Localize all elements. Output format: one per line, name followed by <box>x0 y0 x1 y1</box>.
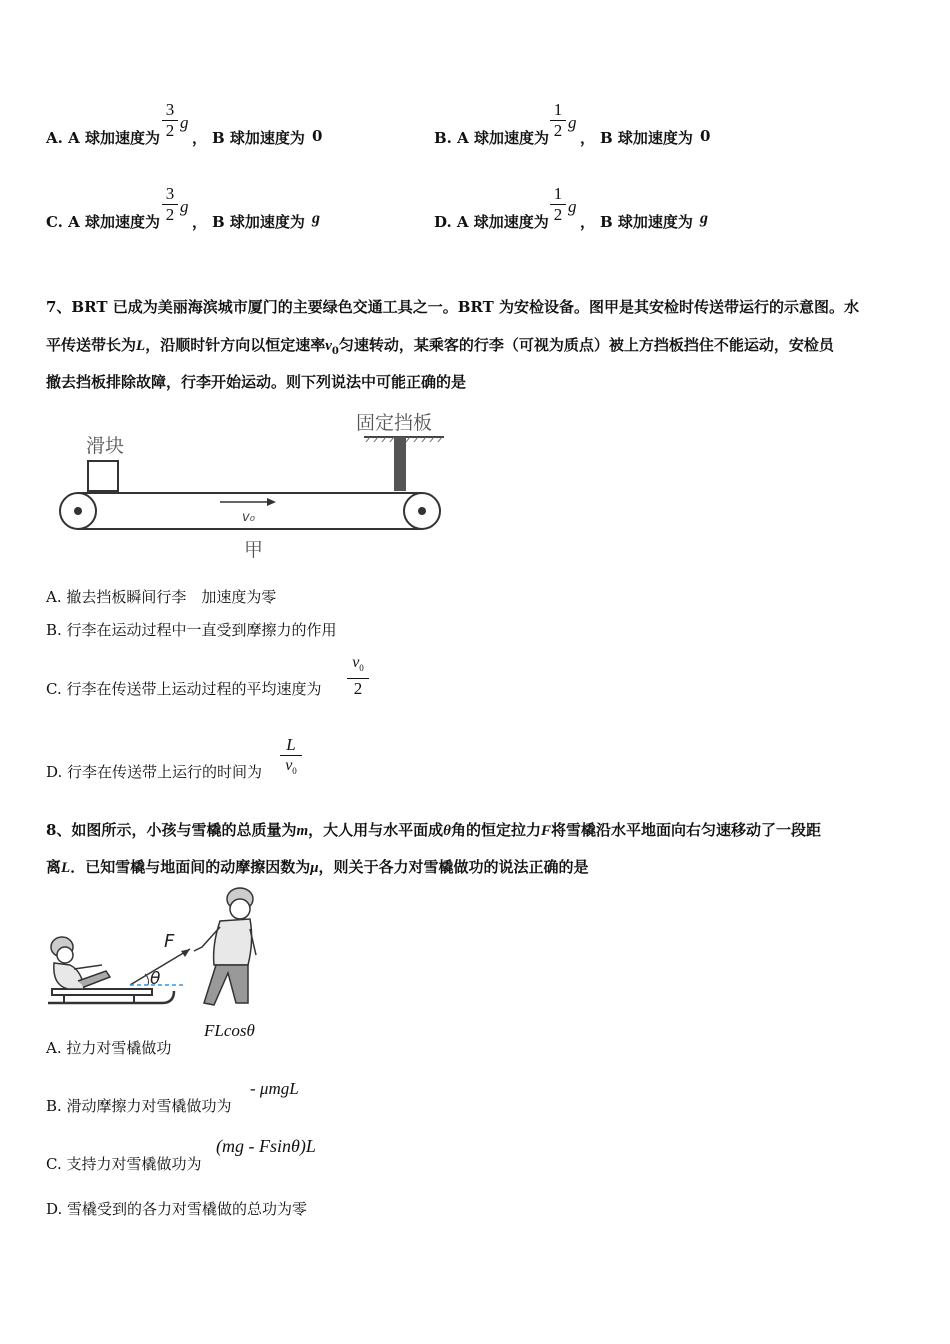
slider-label: 滑块 <box>86 435 125 457</box>
q7-option-d-text: D. 行李在传送带上运行的时间为 <box>46 763 263 781</box>
q6-option-b-sep: ， <box>580 129 596 147</box>
q6-option-c-fraction <box>162 185 178 224</box>
q7-line2-sub: 0 <box>331 346 339 357</box>
q7-option-d-fraction <box>280 736 302 780</box>
q6-option-b-value: 0 <box>700 127 711 145</box>
q7-option-d-den: $v_0$ <box>285 757 297 777</box>
q6-option-a-fraction <box>162 101 178 140</box>
q7-option-c-text: C. 行李在传送带上运动过程的平均速度为 <box>46 680 322 698</box>
q6-option-a-value: 0 <box>312 127 323 145</box>
velocity-arrow-head <box>267 498 276 506</box>
q6-option-b-num: 1 <box>553 100 563 119</box>
q6-option-a-rest: B 球加速度为 <box>212 129 305 147</box>
q6-option-c-g: g <box>180 197 189 216</box>
q6-option-a-g: g <box>180 113 189 132</box>
q7-line2-v: v <box>325 338 332 354</box>
q8-line2-text-c: ，则关于各力对雪橇做功的说法正确的是 <box>318 858 589 876</box>
q8-line2-text-b: ．已知雪橇与地面间的动摩擦因数为 <box>70 858 311 876</box>
q6-option-d-fraction <box>550 185 566 224</box>
angle-label: θ <box>150 969 161 989</box>
q6-option-b-rest: B 球加速度为 <box>600 129 693 147</box>
q7-line-1: 7、BRT 已成为美丽海滨城市厦门的主要绿色交通工具之一。BRT 为安检设备。图甲是其安检时传送带运行的示意图。水 <box>46 298 859 316</box>
q8-line1-theta: θ <box>443 823 451 839</box>
q8-line1-text-b: ，大人用与水平面成 <box>308 821 444 839</box>
q6-option-a-sep: ， <box>192 129 208 147</box>
q7-line2-text-a: 平传送带长为 <box>46 336 137 354</box>
force-arrow-head <box>181 949 190 957</box>
q6-option-d-num: 1 <box>553 184 563 203</box>
q8-line1-F: F <box>540 823 551 839</box>
q6-option-a-den: 2 <box>165 121 175 140</box>
q7-option-c-den: 2 <box>353 679 363 699</box>
q8-line-2 <box>46 856 589 877</box>
q6-option-b-prefix: B. A 球加速度为 <box>434 129 549 147</box>
q6-option-b-g: g <box>568 113 577 132</box>
q6-option-a-prefix: A. A 球加速度为 <box>46 129 160 147</box>
q6-option-c-den: 2 <box>165 205 175 224</box>
q6-option-a-num: 3 <box>165 100 175 119</box>
q6-option-c-rest: B 球加速度为 <box>212 213 305 231</box>
q8-option-c-expr: (mg - Fsinθ)L <box>216 1136 316 1156</box>
q6-option-d-rest: B 球加速度为 <box>600 213 693 231</box>
q8-line1-m: m <box>296 823 309 839</box>
velocity-label: v₀ <box>242 510 255 525</box>
sled-figure <box>44 885 266 1013</box>
left-pulley-axle <box>74 507 82 515</box>
q8-option-b-text: B. 滑动摩擦力对雪橇做功为 <box>46 1097 232 1115</box>
adult-figure <box>194 888 256 1005</box>
slider-block <box>88 461 118 491</box>
q6-option-d-prefix: D. A 球加速度为 <box>434 213 549 231</box>
q8-option-d: D. 雪橇受到的各力对雪橇做的总功为零 <box>46 1200 308 1218</box>
sled-seat <box>52 989 152 995</box>
q6-option-c-sep: ， <box>192 213 208 231</box>
q6-option-d-sep: ， <box>580 213 596 231</box>
q8-line2-mu: μ <box>310 860 319 876</box>
right-pulley-axle <box>418 507 426 515</box>
q8-line2-L: L <box>61 860 71 876</box>
q8-option-a-expr: FLcosθ <box>204 1021 255 1040</box>
q8-option-a-text: A. 拉力对雪橇做功 <box>46 1039 172 1057</box>
q7-option-c-fraction <box>347 654 369 698</box>
q7-option-c-num: $v_0$ <box>352 654 364 674</box>
q8-line-1 <box>46 819 821 840</box>
q8-line1-text-d: 将雪橇沿水平地面向右匀速移动了一段距 <box>550 821 821 839</box>
fixed-baffle <box>394 437 406 491</box>
q7-line-3: 撤去挡板排除故障，行李开始运动。则下列说法中可能正确的是 <box>46 373 467 391</box>
q6-option-c-value: g <box>312 210 320 227</box>
q7-line2-text-b: ，沿顺时针方向以恒定速率 <box>145 336 326 354</box>
q7-line-2 <box>46 334 834 357</box>
q8-line1-text-a: 8、如图所示，小孩与雪橇的总质量为 <box>46 821 297 839</box>
q7-line2-text-c: 匀速转动，某乘客的行李（可视为质点）被上方挡板挡住不能运动，安检员 <box>338 336 834 354</box>
force-label: F <box>164 931 175 952</box>
child-figure <box>51 937 110 989</box>
q6-option-d-value: g <box>700 210 708 227</box>
figure-caption: 甲 <box>244 539 264 561</box>
q6-option-c-prefix: C. A 球加速度为 <box>46 213 160 231</box>
q7-option-b: B. 行李在运动过程中一直受到摩擦力的作用 <box>46 621 337 639</box>
q7-option-d-num: L <box>286 735 296 754</box>
q6-option-d-g: g <box>568 197 577 216</box>
q6-option-c-num: 3 <box>165 184 175 203</box>
q7-option-a: A. 撤去挡板瞬间行李 加速度为零 <box>46 588 277 606</box>
q6-option-b-fraction <box>550 101 566 140</box>
q8-option-b-expr: - μmgL <box>250 1079 299 1098</box>
q8-line2-text-a: 离 <box>46 858 62 876</box>
baffle-label: 固定挡板 <box>356 412 433 434</box>
q6-option-b-den: 2 <box>553 121 563 140</box>
conveyor-belt-figure <box>56 406 458 562</box>
q8-line1-text-c: 角的恒定拉力 <box>450 821 541 839</box>
q8-option-c-text: C. 支持力对雪橇做功为 <box>46 1155 202 1173</box>
q6-option-d-den: 2 <box>553 205 563 224</box>
q7-line2-L: L <box>136 338 146 354</box>
